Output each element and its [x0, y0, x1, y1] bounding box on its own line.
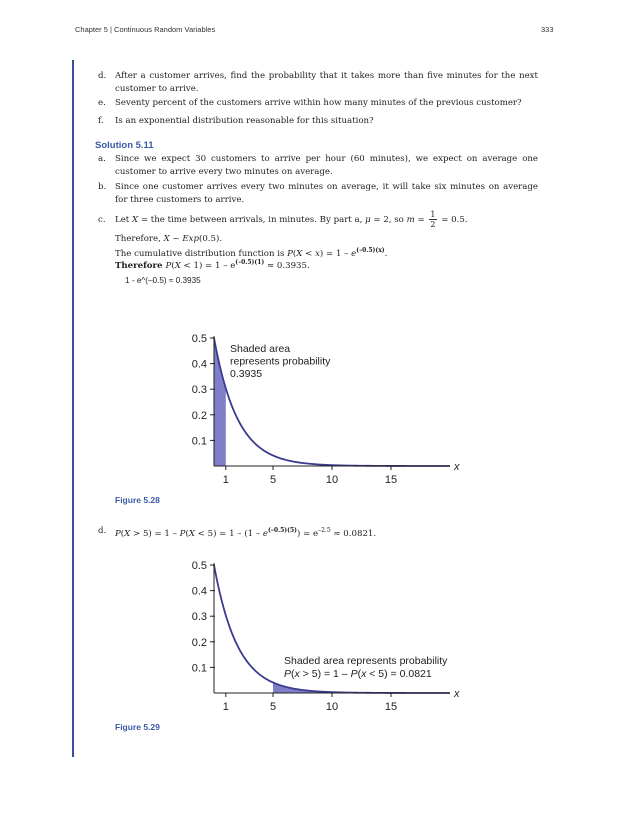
solution-title: Solution 5.11 [95, 140, 154, 151]
x-tick-label: 15 [384, 701, 398, 713]
x-tick-label: 10 [325, 701, 339, 713]
shaded-area [273, 682, 450, 693]
sidebar-rule [72, 60, 74, 757]
x-tick-label: 5 [269, 474, 277, 486]
solution-b: b. Since one customer arrives every two minutes on average, it will take six minutes on average for three customers to arrive. [98, 182, 538, 205]
therefore-distribution: Therefore, X ~ Exp(0.5). [115, 234, 223, 244]
page-number: 333 [541, 25, 554, 34]
question-e: e. Seventy percent of the customers arrive within how many minutes of the previous customer? [98, 98, 522, 108]
annotation-line: Shaded area represents probability [284, 655, 448, 667]
fraction: $\frac{1}{2}$ [430, 210, 436, 229]
y-tick-label: 0.2 [191, 636, 207, 649]
question-d: d. After a customer arrives, find the probability that it takes more than five minutes for the next customer to arrive. [98, 71, 538, 94]
annotation-line: represents probability [230, 355, 331, 368]
annotation-line: 0.3935 [230, 368, 263, 380]
y-tick-label: 0.1 [191, 435, 207, 448]
therefore-probability: Therefore $P(X < 1) = 1 - e^{(-0.5)(1)} \approx 0.3935$. [115, 259, 310, 271]
y-tick-label: 0.4 [191, 585, 207, 598]
chapter-header: Chapter 5 | Continuous Random Variables [75, 25, 216, 34]
x-axis-label: x [454, 688, 460, 700]
cdf-line: The cumulative distribution function is $P(X < x) = 1 - e^{(-0.5)(x)}$. [115, 247, 388, 259]
x-tick-label: 1 [222, 474, 229, 486]
y-tick-label: 0.5 [191, 560, 207, 572]
solution-a: a. Since we expect 30 customers to arrive per hour (60 minutes), we expect on average one customer to arrive every two minutes on average. [98, 154, 538, 177]
solution-c-let: Let X = the time between arrivals, in minutes. By part a, μ = 2, so m = $\frac{1}{2}$ = 0.5. [115, 210, 468, 229]
x-tick-label: 5 [269, 701, 277, 713]
solution-c: c. Let X = the time between arrivals, in minutes. By part a, μ = 2, so m = $\frac{1}{2}$ = 0.5. [98, 210, 538, 229]
y-tick-label: 0.2 [191, 409, 207, 422]
figure-5-28-caption: Figure 5.28 [115, 495, 160, 505]
y-tick-label: 0.5 [191, 333, 207, 345]
x-tick-label: 10 [325, 474, 339, 486]
figure-5-28-chart [180, 328, 460, 493]
figure-5-29-caption: Figure 5.29 [115, 722, 160, 732]
y-tick-label: 0.3 [191, 611, 207, 624]
question-f: f. Is an exponential distribution reasonable for this situation? [98, 116, 374, 126]
y-tick-label: 0.3 [191, 384, 207, 397]
annotation-line: Shaded area [230, 343, 291, 355]
solution-d: d. $P(X > 5) = 1 - P(X < 5) = 1 - (1 - e^{(-0.5)(5)}) = e^{-2.5} \approx 0.0821$. [98, 526, 377, 539]
x-tick-label: 1 [222, 701, 229, 713]
x-axis-label: x [454, 461, 460, 473]
figure-5-29-chart [180, 555, 460, 720]
annotation-formula: P(x > 5) = 1 – P(x < 5) = 0.0821 [284, 668, 432, 680]
x-tick-label: 15 [384, 474, 398, 486]
y-tick-label: 0.1 [191, 662, 207, 675]
calculator-line: 1 - e^(–0.5) ≈ 0.3935 [125, 276, 201, 285]
shaded-area [214, 338, 226, 466]
y-tick-label: 0.4 [191, 358, 207, 371]
